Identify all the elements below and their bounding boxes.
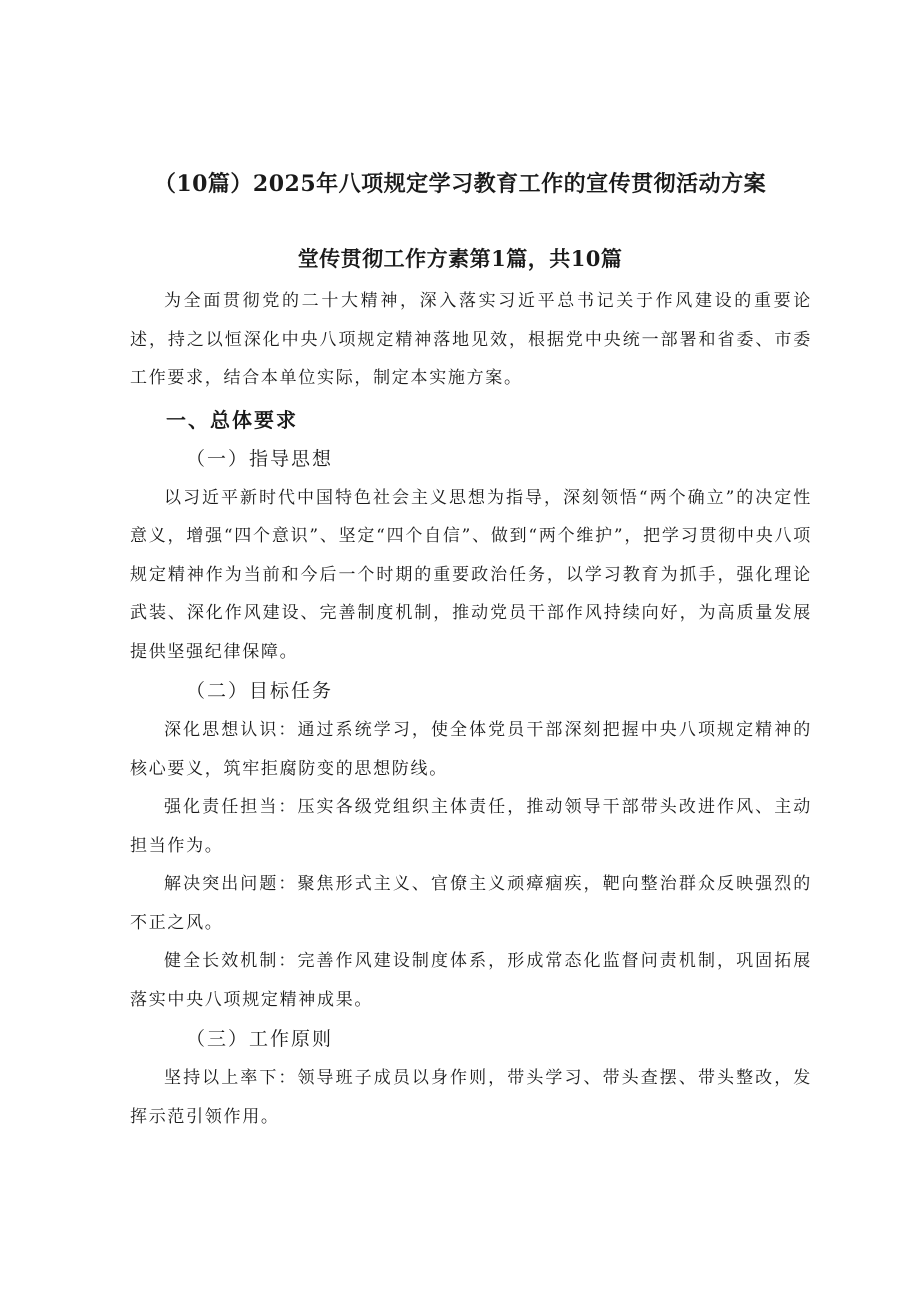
- section-heading-general-requirements: 一、总体要求: [166, 407, 298, 432]
- document-title: （10篇）2025年八项规定学习教育工作的宣传贯彻活动方案: [153, 171, 767, 197]
- goal-item: 解决突出问题：聚焦形式主义、官僚主义顽瘴痼疾，靶向整治群众反映强烈的不正之风。: [130, 874, 812, 933]
- document-body: [130, 282, 812, 1136]
- goal-item: 深化思想认识：通过系统学习，使全体党员干部深刻把握中央八项规定精神的核心要义，筑牢拒腐防变的思想防线。: [130, 720, 812, 779]
- goal-item: 强化责任担当：压实各级党组织主体责任，推动领导干部带头改进作风、主动担当作为。: [130, 797, 812, 856]
- subsection-heading-guiding-ideology: （一）指导思想: [186, 447, 334, 470]
- subsection-heading-work-principles: （三）工作原则: [186, 1028, 334, 1050]
- guiding-ideology-paragraph: 以习近平新时代中国特色社会主义思想为指导，深刻领悟“两个确立”的决定性意义，增强“四个意识”、坚定“四个自信”、做到“两个维护”，把学习贯彻中央八项规定精神作为当前和今后一个时期的重要政治任务，以学习教育为抓手，强化理论武装、深化作风建设、完善制度机制，推动党员干部作风持续向好，为高质量发展提供坚强纪律保障。: [130, 487, 812, 662]
- principle-item: 坚持以上率下：领导班子成员以身作则，带头学习、带头查摆、带头整改，发挥示范引领作用。: [130, 1068, 812, 1127]
- goal-item: 健全长效机制：完善作风建设制度体系，形成常态化监督问责机制，巩固拓展落实中央八项规定精神成果。: [130, 951, 812, 1010]
- intro-paragraph: 为全面贯彻党的二十大精神，深入落实习近平总书记关于作风建设的重要论述，持之以恒深化中央八项规定精神落地见效，根据党中央统一部署和省委、市委工作要求，结合本单位实际，制定本实施方案。: [130, 291, 812, 388]
- document-subtitle: 堂传贯彻工作方素第1篇，共10篇: [297, 246, 623, 271]
- subsection-heading-goals-tasks: （二）目标任务: [186, 680, 334, 702]
